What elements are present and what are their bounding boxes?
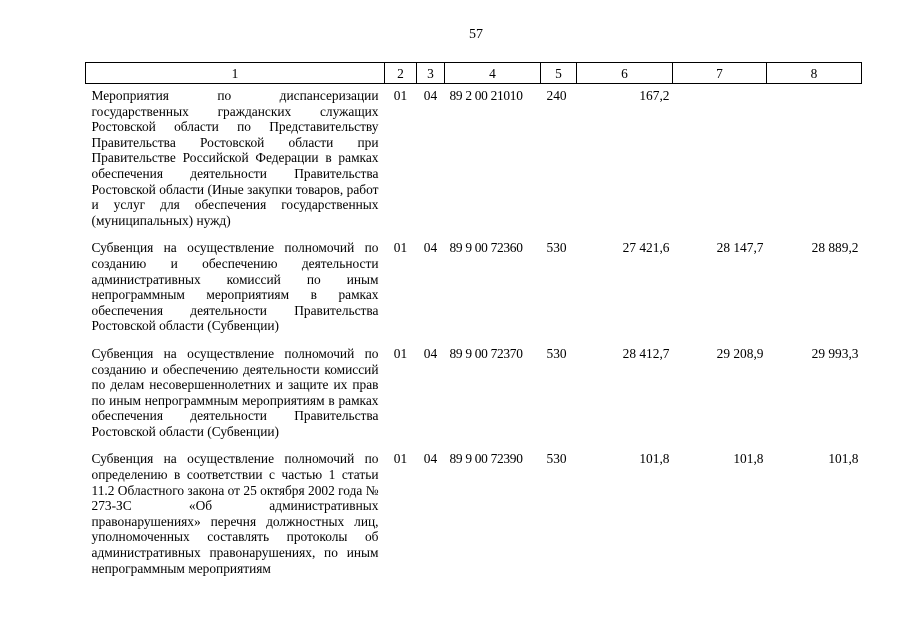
header-col-8: 8 <box>767 63 862 84</box>
row-amount-year-1: 28 412,7 <box>622 345 670 361</box>
header-col-3: 3 <box>417 63 445 84</box>
header-col-2: 2 <box>385 63 417 84</box>
table-row <box>86 240 862 346</box>
header-col-4: 4 <box>445 63 541 84</box>
table-body <box>86 84 862 589</box>
table-header <box>86 63 862 84</box>
header-col-5: 5 <box>541 63 577 84</box>
budget-table <box>85 62 862 588</box>
header-row <box>86 63 862 84</box>
row-name: Мероприятия по диспансеризации государственных гражданских служащих Ростовской области по Представительству Правительства Ростовской области при Правительстве Российской Федерации в рамках обеспечения деятельности Правительства Ростовской области (Иные закупки товаров, работ и услуг для обеспечения государственных (муниципальных) нужд) <box>91 88 379 228</box>
row-amount-year-3 <box>767 84 862 241</box>
table-row <box>86 346 862 452</box>
row-target-article: 89 2 00 21010 <box>449 88 523 103</box>
row-amount-year-2: 28 147,7 <box>716 240 764 256</box>
header-col-7: 7 <box>673 63 767 84</box>
row-target-article: 89 9 00 72390 <box>449 451 523 467</box>
row-target-article: 89 9 00 72370 <box>449 345 523 361</box>
row-expense-type: 240 <box>546 88 567 103</box>
row-amount-year-1: 167,2 <box>639 88 670 103</box>
row-subsection: 04 <box>423 88 438 103</box>
row-amount-year-2 <box>673 84 767 241</box>
row-subsection: 04 <box>423 451 438 467</box>
row-section: 01 <box>393 240 408 256</box>
table-row <box>86 84 862 241</box>
row-subsection: 04 <box>423 345 438 361</box>
header-col-6: 6 <box>577 63 673 84</box>
header-col-1: 1 <box>86 63 385 84</box>
row-section: 01 <box>393 345 408 361</box>
row-name: Субвенция на осуществление полномочий по созданию и обеспечению деятельности административных комиссий по иным непрограммным мероприятиям в рамках обеспечения деятельности Правительства Ростовской области (Субвенции) <box>91 240 379 334</box>
row-expense-type: 530 <box>546 451 567 467</box>
page-number: 57 <box>469 27 483 42</box>
row-section: 01 <box>393 88 408 103</box>
row-target-article: 89 9 00 72360 <box>449 240 523 256</box>
row-amount-year-1: 101,8 <box>639 451 670 467</box>
row-name: Субвенция на осуществление полномочий по созданию и обеспечению деятельности комиссий по делам несовершеннолетних и защите их прав по иным непрограммным мероприятиям в рамках обеспечения деятельности Правительства Ростовской области (Субвенции) <box>91 345 379 439</box>
row-amount-year-3: 29 993,3 <box>811 345 859 361</box>
row-amount-year-2: 29 208,9 <box>716 345 764 361</box>
row-amount-year-3: 28 889,2 <box>811 240 859 256</box>
row-section: 01 <box>393 451 408 467</box>
row-amount-year-1: 27 421,6 <box>622 240 670 256</box>
row-amount-year-3: 101,8 <box>828 451 859 467</box>
row-expense-type: 530 <box>546 345 567 361</box>
table-row <box>86 451 862 588</box>
row-amount-year-2: 101,8 <box>733 451 764 467</box>
row-expense-type: 530 <box>546 240 567 256</box>
row-name: Субвенция на осуществление полномочий по определению в соответствии с частью 1 статьи 11.2 Областного закона от 25 октября 2002 года № 273-ЗС «Об административных правонарушениях» перечня должностных лиц, уполномоченных составлять протоколы об административных правонарушениях, по иным непрограммным мероприятиям <box>91 451 379 576</box>
row-subsection: 04 <box>423 240 438 256</box>
